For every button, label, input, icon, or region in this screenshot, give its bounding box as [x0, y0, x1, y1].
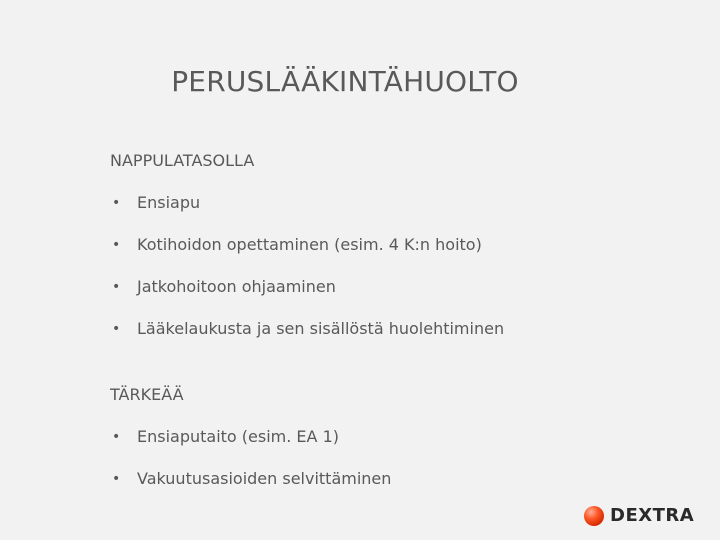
dextra-logo — [584, 504, 694, 528]
bullet-text: Jatkohoitoon ohjaaminen — [137, 277, 336, 296]
bullet-icon: • — [112, 429, 121, 445]
section-heading-nappulatasolla: NAPPULATASOLLA — [110, 151, 255, 170]
bullet-text: Kotihoidon opettaminen (esim. 4 K:n hoito) — [137, 235, 482, 254]
logo-text: DEXTRA — [610, 505, 695, 526]
bullet-text: Vakuutusasioiden selvittäminen — [137, 469, 392, 488]
bullet-text: Lääkelaukusta ja sen sisällöstä huolehtiminen — [137, 319, 505, 338]
bullet-icon: • — [112, 195, 121, 211]
orange-sphere-icon — [584, 506, 604, 526]
section-heading-tarkeaa: TÄRKEÄÄ — [110, 385, 184, 404]
bullet-icon: • — [112, 279, 121, 295]
bullet-icon: • — [112, 471, 121, 487]
bullet-text: Ensiapu — [137, 193, 201, 212]
bullet-icon: • — [112, 237, 121, 253]
bullet-icon: • — [112, 321, 121, 337]
bullet-text: Ensiaputaito (esim. EA 1) — [137, 427, 339, 446]
slide-title: PERUSLÄÄKINTÄHUOLTO — [171, 65, 519, 98]
